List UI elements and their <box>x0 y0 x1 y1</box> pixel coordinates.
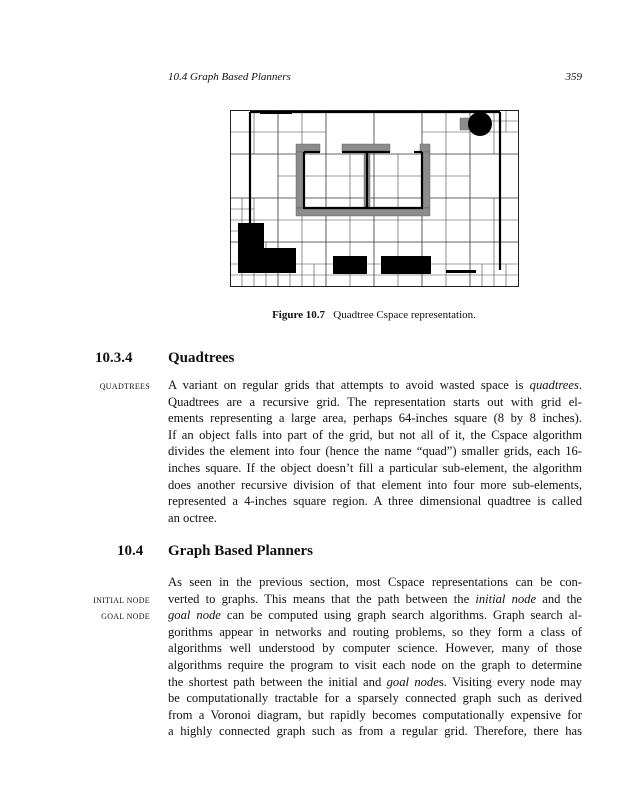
round-obstacle <box>468 112 492 136</box>
para-line <box>168 707 582 724</box>
caption-text: Quadtree Cspace representation. <box>333 309 476 321</box>
para-line <box>168 443 582 460</box>
room-wall <box>304 152 422 208</box>
line-text: A variant on regular grids that attempts to avoid wasted space is quadtrees. <box>168 378 582 392</box>
line-text: If an object falls into part of the grid, but not all of it, the Cspace algorithm <box>168 427 582 442</box>
para-line <box>168 477 582 494</box>
quadtree-figure <box>230 110 520 290</box>
margin-note-quadtrees: QUADTREES <box>99 382 150 391</box>
line-text: algorithms require the program to visit each node on the graph to determine <box>168 657 582 672</box>
para-line <box>168 574 582 591</box>
line-text: be computationally tractable for a sparsely connected graph such as derived <box>168 691 582 706</box>
caption-label: Figure 10.7 <box>272 309 326 321</box>
para-line <box>168 493 582 510</box>
black-obstacle <box>381 256 431 274</box>
gray-obstacle-cells <box>296 118 472 216</box>
gray-cell <box>296 144 320 152</box>
line-text: verted to graphs. This means that the path between the initial node and the <box>168 591 582 606</box>
gray-cell <box>296 152 304 208</box>
para-line <box>168 510 582 527</box>
para-line <box>168 607 582 624</box>
black-obstacle <box>264 248 296 273</box>
section-title-graph: Graph Based Planners <box>168 543 314 559</box>
para-line <box>168 674 582 691</box>
room-walls <box>250 112 500 270</box>
para-line <box>168 460 582 477</box>
line-text: divides the element into four (hence the name “quad”) smaller grids, each 16- <box>168 444 582 459</box>
running-header-title: 10.4 Graph Based Planners <box>168 71 291 83</box>
para-line <box>168 591 582 608</box>
line-text: the shortest path between the initial and goal nodes. Visiting every node may <box>168 674 582 689</box>
line-text: Quadtrees are a recursive grid. The representation starts out with grid el- <box>168 394 582 409</box>
black-obstacle <box>333 256 367 274</box>
line-text: goal node can be computed using graph search algorithms. Graph search al- <box>168 608 582 623</box>
paragraph-quadtrees <box>168 377 582 526</box>
line-text: represented a 4-inches square region. A three dimensional quadtree is called <box>168 494 582 509</box>
line-text: ements representing a large area, perhaps 64-inches square (8 by 8 inches). <box>168 411 582 426</box>
para-line <box>168 410 582 427</box>
para-line <box>168 377 582 394</box>
figure-caption <box>168 309 580 321</box>
defined-term: goal node <box>168 608 221 623</box>
section-title-quadtrees: Quadtrees <box>168 350 235 366</box>
line-text: As seen in the previous section, most Cspace representations can be con- <box>168 575 582 589</box>
gray-cell <box>296 208 430 216</box>
defined-term: goal node <box>386 674 439 689</box>
line-text: algorithms well understood by computer science. However, many of those <box>168 641 582 656</box>
gray-cell <box>422 152 430 208</box>
para-line <box>168 723 582 740</box>
line-text: inches square. If the object doesn’t fill a particular sub-element, the algorithm <box>168 460 582 475</box>
line-text: gorithms appear in networks and routing problems, so they form a class of <box>168 624 582 639</box>
para-line <box>168 624 582 641</box>
para-line <box>168 640 582 657</box>
para-line <box>168 394 582 411</box>
black-obstacle <box>260 111 292 114</box>
defined-term: quadtrees <box>529 378 579 392</box>
gray-cell <box>342 144 390 152</box>
black-obstacle <box>238 223 264 273</box>
para-line <box>168 657 582 674</box>
line-text: a highly connected graph such as from a regular grid. Therefore, there has <box>168 724 582 739</box>
line-text: does another recursive division of that element into four more sub-elements, <box>168 477 582 492</box>
page-number: 359 <box>565 71 582 83</box>
line-text: an octree. <box>168 510 217 525</box>
para-line <box>168 427 582 444</box>
black-obstacle <box>446 270 476 273</box>
gray-cell <box>420 144 430 152</box>
section-number-quadtrees: 10.3.4 <box>95 350 133 366</box>
section-number-graph: 10.4 <box>117 543 144 559</box>
paragraph-graph <box>168 574 582 740</box>
margin-note-goal-node: GOAL NODE <box>101 612 150 621</box>
line-text: from a Voronoi diagram, but rapidly becomes computationally expensive for <box>168 707 582 722</box>
para-line <box>168 690 582 707</box>
defined-term: initial node <box>475 591 537 606</box>
margin-note-initial-node: INITIAL NODE <box>93 596 150 605</box>
